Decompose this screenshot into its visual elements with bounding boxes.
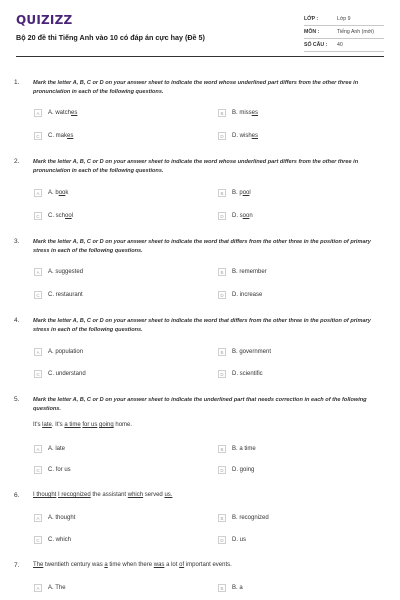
meta-row-count [304, 39, 384, 52]
option-b[interactable] [218, 444, 256, 454]
question-sentence: The twentieth century was a time when there was a lot of important events. [33, 562, 232, 568]
option-letter-box: D [218, 466, 226, 474]
meta-key: MÔN : [304, 29, 320, 35]
option-letter-box: D [218, 132, 226, 140]
question-sentence: It's late. It's a time for us going home. [33, 422, 133, 428]
option-letter-box: C [34, 536, 42, 544]
question-number: 4. [14, 317, 20, 324]
option-letter-box: A [34, 348, 42, 356]
option-a[interactable] [34, 108, 77, 118]
question-number: 3. [14, 238, 20, 245]
option-text: B. misses [232, 110, 259, 116]
option-text: D. increase [232, 292, 263, 298]
option-text: B. a time [232, 446, 256, 452]
option-text: C. for us [48, 467, 71, 473]
option-letter-box: C [34, 132, 42, 140]
option-d[interactable] [218, 369, 263, 379]
option-letter-box: A [34, 189, 42, 197]
option-b[interactable] [218, 188, 251, 198]
option-text: A. watches [48, 110, 78, 116]
option-text: D. scientific [232, 371, 263, 377]
question-number: 5. [14, 396, 20, 403]
option-text: D. us [232, 537, 247, 543]
option-a[interactable] [34, 347, 83, 357]
option-letter-box: B [218, 109, 226, 117]
option-text: C. restaurant [48, 292, 83, 298]
option-letter-box: D [218, 536, 226, 544]
option-text: C. makes [48, 133, 74, 139]
option-text: A. late [48, 446, 66, 452]
option-letter-box: B [218, 514, 226, 522]
option-text: C. understand [48, 371, 86, 377]
option-letter-box: B [218, 445, 226, 453]
option-text: C. school [48, 213, 74, 219]
option-letter-box: B [218, 268, 226, 276]
question-instruction: Mark the letter A, B, C or D on your answer sheet to indicate the word whose underlined part differs from the other three in pronunciation in each of the following questions. [33, 80, 359, 95]
option-letter-box: A [34, 109, 42, 117]
question-instruction: Mark the letter A, B, C or D on your answer sheet to indicate the word that differs from the other three in the position of primary stress in each of the following questions. [33, 239, 371, 254]
option-letter-box: D [218, 291, 226, 299]
option-letter-box: C [34, 466, 42, 474]
option-d[interactable] [218, 131, 258, 141]
question-number: 7. [14, 562, 20, 569]
question-instruction: Mark the letter A, B, C or D on your answer sheet to indicate the underlined part that needs correction in each of the following questions. [33, 397, 367, 412]
option-d[interactable] [218, 290, 262, 300]
option-letter-box: C [34, 212, 42, 220]
quizizz-logo: QUIZIZZ [16, 13, 73, 27]
option-letter-box: D [218, 212, 226, 220]
option-letter-box: A [34, 584, 42, 592]
question-number: 1. [14, 79, 20, 86]
option-text: D. going [232, 467, 255, 473]
option-text: D. soon [232, 213, 253, 219]
option-c[interactable] [34, 211, 73, 221]
option-c[interactable] [34, 131, 73, 141]
option-d[interactable] [218, 465, 254, 475]
option-c[interactable] [34, 535, 71, 545]
option-text: B. recognized [232, 515, 269, 521]
option-letter-box: C [34, 291, 42, 299]
option-text: B. pool [232, 190, 251, 196]
option-b[interactable] [218, 267, 267, 277]
question-number: 6. [14, 492, 20, 499]
meta-value: Lớp 9 [337, 16, 351, 22]
page-title: Bộ 20 đề thi Tiếng Anh vào 10 có đáp án cực hay (Đề 5) [16, 33, 205, 42]
option-a[interactable] [34, 583, 66, 593]
option-text: A. thought [48, 515, 76, 521]
option-c[interactable] [34, 290, 83, 300]
option-letter-box: C [34, 370, 42, 378]
question-number: 2. [14, 158, 20, 165]
question-sentence: I thought I recognized the assistant which served us. [33, 492, 173, 498]
meta-row-class [304, 13, 384, 26]
option-letter-box: B [218, 584, 226, 592]
option-letter-box: A [34, 445, 42, 453]
option-letter-box: B [218, 189, 226, 197]
option-text: D. wishes [232, 133, 259, 139]
option-text: A. suggested [48, 269, 84, 275]
option-text: B. government [232, 349, 272, 355]
meta-table [304, 13, 384, 52]
option-letter-box: A [34, 268, 42, 276]
option-b[interactable] [218, 108, 258, 118]
option-text: A. The [48, 585, 66, 591]
option-b[interactable] [218, 513, 269, 523]
meta-key: SỐ CÂU : [304, 42, 328, 48]
meta-value: Tiếng Anh (mới) [337, 29, 374, 35]
question-instruction: Mark the letter A, B, C or D on your answer sheet to indicate the word that differs from the other three in the position of primary stress in each of the following questions. [33, 318, 371, 333]
option-b[interactable] [218, 583, 243, 593]
option-d[interactable] [218, 535, 246, 545]
option-b[interactable] [218, 347, 271, 357]
option-d[interactable] [218, 211, 253, 221]
option-a[interactable] [34, 444, 65, 454]
meta-row-subject [304, 26, 384, 39]
option-text: A. book [48, 190, 69, 196]
option-letter-box: A [34, 514, 42, 522]
header-divider [16, 56, 384, 57]
option-letter-box: B [218, 348, 226, 356]
option-text: A. population [48, 349, 84, 355]
option-a[interactable] [34, 188, 68, 198]
meta-key: LỚP : [304, 16, 319, 22]
option-text: C. which [48, 537, 72, 543]
option-a[interactable] [34, 513, 75, 523]
option-c[interactable] [34, 369, 86, 379]
option-letter-box: D [218, 370, 226, 378]
option-c[interactable] [34, 465, 71, 475]
option-text: B. a [232, 585, 243, 591]
meta-value: 40 [337, 42, 343, 48]
option-text: B. remember [232, 269, 267, 275]
option-a[interactable] [34, 267, 83, 277]
question-instruction: Mark the letter A, B, C or D on your answer sheet to indicate the word whose underlined part differs from the other three in pronunciation in each of the following questions. [33, 159, 359, 174]
